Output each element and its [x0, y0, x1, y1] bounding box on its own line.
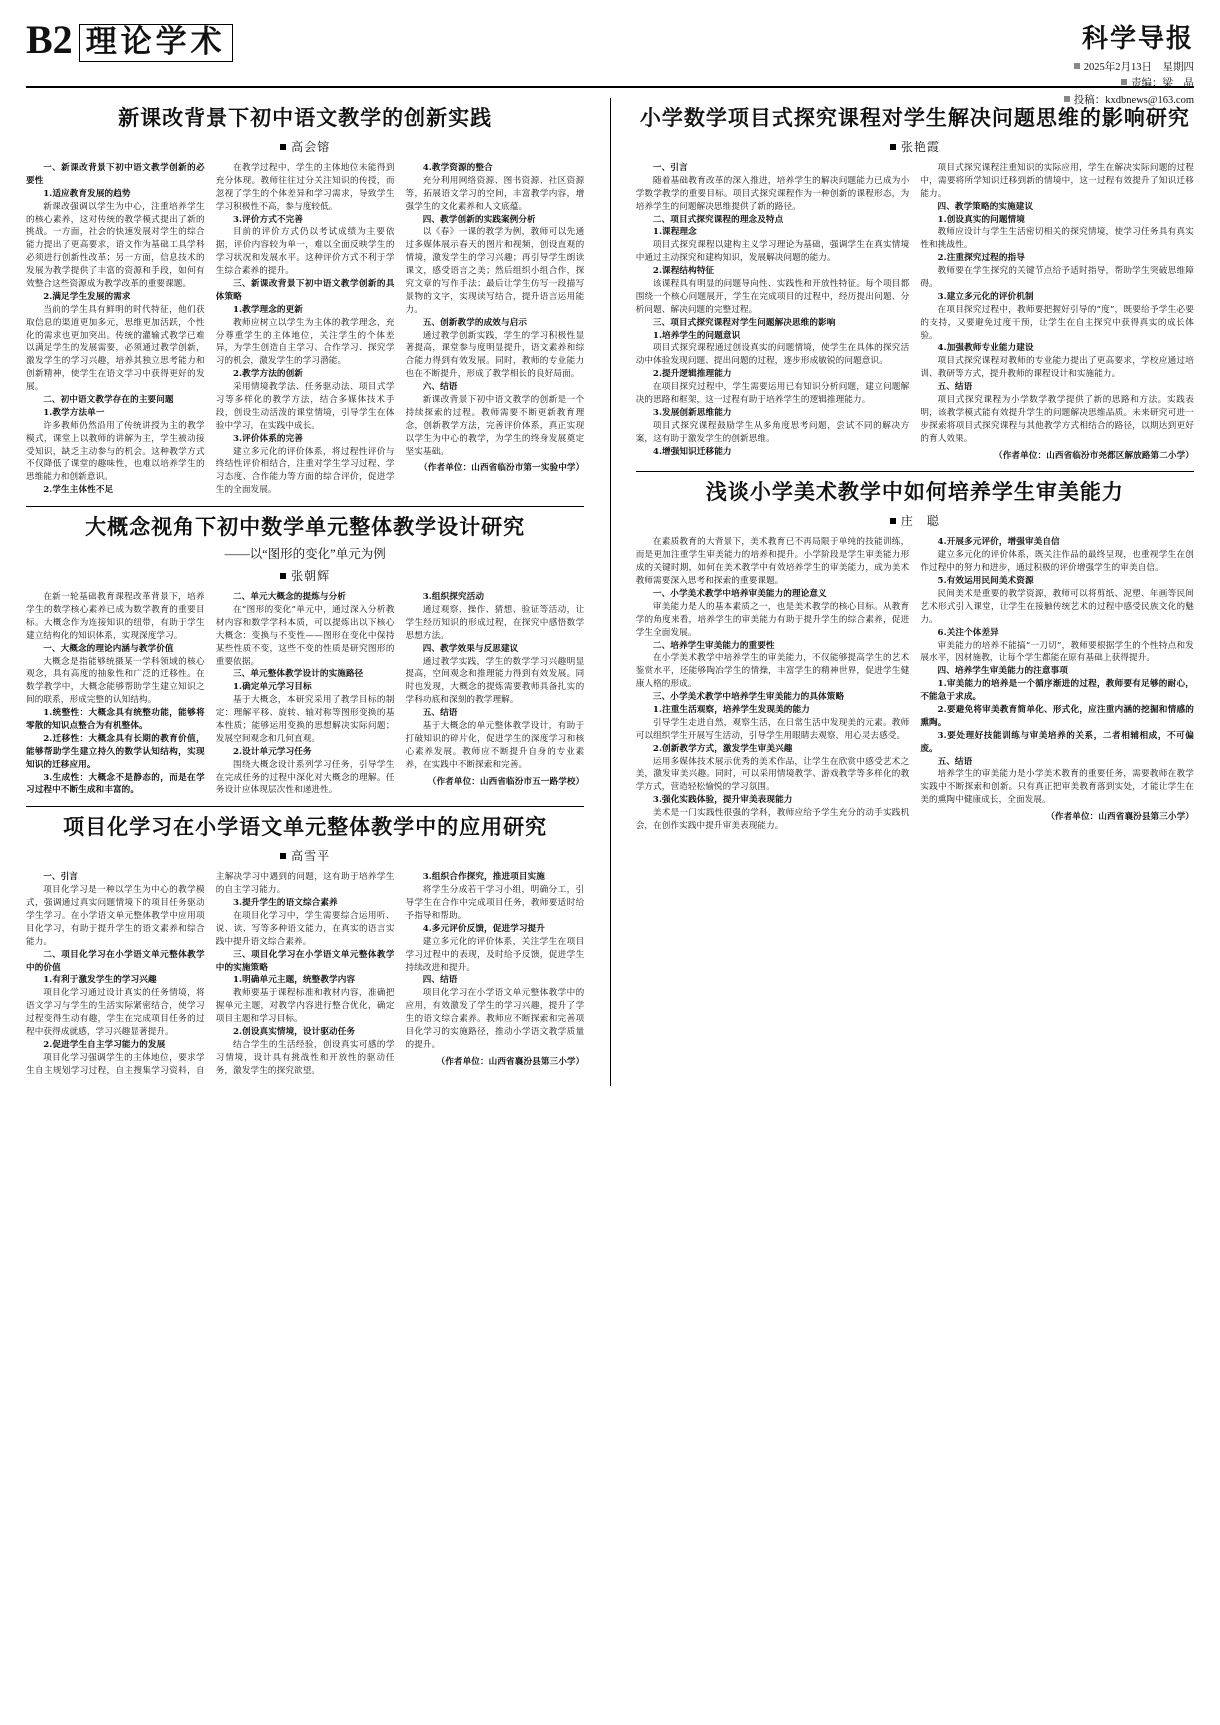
article-subheading: 3.组织探究活动 — [422, 592, 485, 603]
article-subheading: 3.评价体系的完善 — [232, 433, 303, 444]
article-paragraph: 引导学生走进自然，观察生活，在日常生活中发现美的元素。教师可以组织学生开展写生活动，引导学生用眼睛去观察，用心灵去感受。 — [635, 717, 910, 741]
masthead-left — [26, 17, 233, 62]
article-paragraph: 项目式探究课程为小学数学教学提供了新的思路和方法。实践表明，该教学模式能有效提升学生的问题解决思维品质。未来研究可进一步探索将项目式探究课程与其他教学方式相结合的路径，以期达到更好的育人效果。 — [920, 395, 1194, 444]
article-subheading: 3.生成性：大概念不是静态的，而是在学习过程中不断生成和丰富的。 — [26, 772, 205, 796]
article-1 — [26, 104, 584, 497]
article-paragraph: 项目化学习通过设计真实的任务情境，将语文学习与学生的生活实际紧密结合，使学习过程变得生动有趣，学生在完成项目任务的过程中获得成就感，学习兴趣显著提升。 — [26, 988, 205, 1037]
article-title: 浅谈小学美术教学中如何培养学生审美能力 — [705, 479, 1124, 505]
article-subheading: 6.关注个体差异 — [937, 627, 999, 638]
article-paragraph: 项目式探究课程通过创设真实的问题情境，使学生在具体的探究活动中体验发现问题、提出问题的过程，逐步形成敏锐的问题意识。 — [635, 343, 910, 367]
article-subheading: 四、教学效果与反思建议 — [422, 643, 519, 654]
article-subheading: 一、新课改背景下初中语文教学创新的必要性 — [26, 162, 205, 186]
article-author: 庄 聪 — [900, 514, 940, 529]
article-paragraph: 在“图形的变化”单元中，通过深入分析教材内容和数学学科本质，可以提炼出以下核心大概念：变换与不变性——图形在变化中保持某些性质不变，这些不变的性质是研究图形的重要依据。 — [215, 604, 395, 667]
article-subheading: 3.提升学生的语文综合素养 — [232, 898, 338, 909]
article-2 — [26, 513, 584, 797]
masthead-right — [1064, 18, 1194, 109]
article-paragraph: 培养学生的审美能力是小学美术教育的重要任务，需要教师在教学实践中不断探索和创新。只有真正把审美教育落到实处，才能让学生在美的熏陶中健康成长，全面发展。 — [920, 769, 1194, 806]
square-icon — [890, 518, 896, 524]
article-author: 高会镕 — [291, 139, 331, 154]
article-subheading: 五、结语 — [937, 756, 973, 767]
article-paragraph: 项目化学习是一种以学生为中心的教学模式，强调通过真实问题情境下的项目任务驱动学生学习。在小学语文单元整体教学中应用项目化学习，有助于提升学生的语文素养和综合能力。 — [26, 885, 205, 947]
article-paragraph: 大概念是指能够统摄某一学科领域的核心观念，具有高度的抽象性和广泛的迁移性。在数学教学中，大概念能够帮助学生建立知识之间的联系，形成完整的认知结构。 — [26, 656, 205, 706]
article-subheading: 1.注重生活观察，培养学生发现美的能力 — [652, 705, 810, 715]
article-paragraph: 项目式探究课程注重知识的实际应用，学生在解决实际问题的过程中，需要将所学知识迁移到新的情境中，这一过程有效提升了知识迁移能力。 — [920, 162, 1194, 199]
article-subheading: 四、培养学生审美能力的注意事项 — [937, 666, 1068, 677]
article-byline — [26, 138, 584, 155]
masthead — [26, 17, 1194, 106]
article-subheading: 一、引言 — [43, 872, 78, 883]
submission-email: 投稿：kxdbnews@163.com — [1073, 94, 1194, 106]
article-paragraph: 通过教学实践，学生的数学学习兴趣明显提高，空间观念和推理能力得到有效发展。同时也发现，大概念的提炼需要教师具备扎实的学科功底和深刻的教学理解。 — [405, 656, 585, 706]
article-paragraph: 基于大概念，本研究采用了教学目标的制定：理解平移、旋转、轴对称等图形变换的基本性质；能够运用变换的思想解决实际问题；发展空间观念和几何直观。 — [215, 695, 395, 744]
article-affiliation: （作者单位：山西省临汾市第一实验中学） — [419, 463, 585, 474]
article-subheading: 六、结语 — [422, 382, 458, 393]
article-subheading: 4.增强知识迁移能力 — [652, 446, 732, 457]
article-paragraph: 在小学美术教学中培养学生的审美能力，不仅能够提高学生的艺术鉴赏水平，还能够陶冶学生的情操，丰富学生的精神世界，促进学生健康人格的形成。 — [635, 653, 910, 690]
article-paragraph: 建立多元化的评价体系，既关注作品的最终呈现，也重视学生在创作过程中的努力和进步，通过积极的评价增强学生的审美自信。 — [920, 550, 1194, 574]
square-icon — [280, 853, 286, 859]
article-subheading: 二、培养学生审美能力的重要性 — [652, 640, 775, 651]
article-subheading: 二、项目化学习在小学语文单元整体教学中的价值 — [26, 949, 205, 973]
article-3 — [26, 813, 584, 1077]
article-subheading: 1.明确单元主题，统整教学内容 — [232, 975, 356, 986]
article-subheading: 2.设计单元学习任务 — [232, 746, 312, 757]
article-subheading: 五、结语 — [937, 382, 973, 393]
article-subheading: 1.培养学生的问题意识 — [652, 330, 741, 341]
article-subheading: 1.教学理念的更新 — [232, 304, 303, 315]
article-paragraph: 围绕大概念设计系列学习任务，引导学生在完成任务的过程中深化对大概念的理解。任务设计应体现层次性和递进性。 — [215, 759, 395, 796]
center-divider — [610, 98, 611, 1086]
article-paragraph: 审美能力是人的基本素质之一，也是美术教学的核心目标。从教育学的角度来看，培养学生的审美能力有助于提升学生的综合素养，促进学生全面发展。 — [635, 601, 910, 638]
divider — [26, 506, 584, 507]
article-subheading: 2.提升逻辑推理能力 — [652, 369, 732, 380]
article-paragraph: 在教学过程中，学生的主体地位未能得到充分体现。教师往往过分关注知识的传授，而忽视了学生的个体差异和学习需求，导致学生学习积极性不高，参与度较低。 — [215, 162, 395, 212]
article-subheading: 1.确定单元学习目标 — [232, 682, 312, 693]
article-subheading: 三、新课改背景下初中语文教学创新的具体策略 — [215, 278, 395, 302]
article-subheading: 三、小学美术教学中培养学生审美能力的具体策略 — [652, 692, 845, 703]
article-subheading: 2.满足学生发展的需求 — [43, 291, 131, 302]
article-subheading: 2.要避免将审美教育简单化、形式化，应注重内涵的挖掘和情感的熏陶。 — [920, 705, 1194, 728]
editor-name: 责编：梁 晶 — [1131, 78, 1194, 90]
article-subheading: 3.强化实践体验，提升审美表现能力 — [652, 795, 793, 806]
article-subheading: 二、初中语文教学存在的主要问题 — [43, 395, 174, 405]
article-subheading: 四、教学创新的实践案例分析 — [422, 214, 536, 225]
article-byline — [636, 512, 1194, 529]
article-body — [26, 591, 584, 797]
article-title: 新课改背景下初中语文教学的创新实践 — [118, 105, 493, 130]
article-subheading: 1.审美能力的培养是一个循序渐进的过程，教师要有足够的耐心，不能急于求成。 — [920, 679, 1194, 703]
divider — [26, 806, 584, 807]
article-subheading: 五、结语 — [422, 708, 458, 719]
bullet-icon — [1074, 63, 1080, 69]
square-icon — [280, 144, 286, 150]
article-paragraph: 许多教师仍然沿用了传统讲授为主的教学模式，课堂上以教师的讲解为主，学生被动接受知识，缺乏主动参与的机会。这种教学方式不仅降低了课堂的趣味性，也难以培养学生的思维能力和创新意识。 — [26, 420, 205, 483]
article-paragraph: 结合学生的生活经验，创设真实可感的学习情境，设计具有挑战性和开放性的驱动任务，激发学生的探究欲望。 — [215, 1039, 395, 1076]
article-paragraph: 项目式探究课程以建构主义学习理论为基础，强调学生在真实情境中通过主动探究和建构知识，发展解决问题的能力。 — [635, 240, 910, 264]
article-paragraph: 基于大概念的单元整体教学设计，有助于打破知识的碎片化，促进学生的深度学习和核心素养发展。教师应不断提升自身的专业素养，在实践中不断探索和完善。 — [405, 721, 585, 770]
article-byline — [26, 847, 584, 864]
article-paragraph: 在新一轮基础教育课程改革背景下，培养学生的数学核心素养已成为数学教育的重要目标。大概念作为连接知识的纽带，有助于学生建立结构化的知识体系，实现深度学习。 — [26, 592, 205, 641]
issue-date: 2025年2月13日 星期四 — [1083, 62, 1194, 73]
bullet-icon — [1121, 79, 1127, 85]
article-affiliation: （作者单位：山西省襄汾县第三小学） — [436, 1056, 585, 1067]
article-paragraph: 采用情境教学法、任务驱动法、项目式学习等多样化的教学方法，结合多媒体技术手段，创设生动活泼的课堂情境，引导学生在体验中学习，在实践中成长。 — [215, 382, 395, 431]
article-subheading: 一、小学美术教学中培养审美能力的理论意义 — [652, 588, 827, 599]
article-subheading: 2.学生主体性不足 — [43, 485, 114, 496]
article-affiliation: （作者单位：山西省临汾市尧都区解放路第二小学） — [994, 450, 1194, 461]
article-paragraph: 教师要基于课程标准和教材内容，准确把握单元主题，对教学内容进行整合优化，确定项目主题和学习目标。 — [215, 988, 395, 1025]
article-subheading: 五、创新教学的成效与启示 — [422, 317, 528, 328]
article-subheading: 2.创设真实情境，设计驱动任务 — [232, 1027, 356, 1037]
article-paragraph: 民间美术是重要的教学资源，教师可以将剪纸、泥塑、年画等民间艺术形式引入课堂，让学生在接触传统艺术的过程中感受民族文化的魅力。 — [920, 588, 1194, 625]
article-body — [636, 162, 1194, 462]
article-paragraph: 项目化学习强调学生的主体地位，要求学生自主规划学习过程，自主搜集学习资料，自主解决学习中遇到的问题，这有助于培养学生的自主学习能力。 — [26, 872, 395, 1076]
paper-name: 科学导报 — [1081, 24, 1194, 54]
article-subheading: 1.适应教育发展的趋势 — [43, 188, 131, 199]
article-paragraph: 当前的学生具有鲜明的时代特征，他们获取信息的渠道更加多元，思维更加活跃，个性化的需求也更加突出。传统的灌输式教学已难以满足学生的发展需要，必须通过教学创新，激发学生的学习兴趣，培养其独立思考能力和创新精神，使学生在语文学习中获得更好的发展。 — [26, 304, 205, 393]
article-paragraph: 该课程具有明显的问题导向性、实践性和开放性特征。每个项目都围绕一个核心问题展开，学生在完成项目的过程中，经历提出问题、分析问题、解决问题的完整过程。 — [635, 278, 910, 315]
right-column — [622, 98, 1194, 841]
article-paragraph: 目前的评价方式仍以考试成绩为主要依据，评价内容较为单一，难以全面反映学生的学习状况和发展水平。这种评价方式不利于学生综合素养的提升。 — [215, 227, 395, 277]
article-paragraph: 教师应设计与学生生活密切相关的探究情境，使学习任务具有真实性和挑战性。 — [920, 227, 1194, 251]
article-subheading: 5.有效运用民间美术资源 — [937, 576, 1034, 587]
left-column — [26, 98, 598, 1086]
article-byline — [26, 567, 584, 584]
article-subheading: 1.创设真实的问题情境 — [937, 214, 1025, 225]
article-paragraph: 随着基础教育改革的深入推进，培养学生的解决问题能力已成为小学数学教学的重要目标。项目式探究课程作为一种创新的课程形态，为培养学生的问题解决思维提供了新的路径。 — [635, 175, 910, 212]
article-paragraph: 充分利用网络资源、图书资源、社区资源等，拓展语文学习的空间，丰富教学内容，增强学生的文化素养和人文底蕴。 — [405, 175, 585, 212]
section-title: 理论学术 — [85, 24, 226, 60]
article-title: 大概念视角下初中数学单元整体教学设计研究 — [85, 514, 526, 540]
article-subheading: 3.评价方式不完善 — [232, 214, 303, 225]
article-subheading: 2.教学方法的创新 — [232, 369, 303, 380]
article-body — [26, 871, 584, 1077]
article-author: 张朝辉 — [291, 569, 331, 584]
page-body — [26, 98, 1194, 1086]
article-subheading: 4.开展多元评价，增强审美自信 — [937, 537, 1060, 548]
article-subheading: 二、单元大概念的提炼与分析 — [232, 592, 346, 603]
article-subheading: 3.组织合作探究，推进项目实施 — [422, 872, 545, 883]
article-subheading: 4.教学资源的整合 — [422, 162, 493, 173]
article-subheading: 1.统整性：大概念具有统整功能，能够将零散的知识点整合为有机整体。 — [26, 708, 205, 731]
article-paragraph: 通过教学创新实践，学生的学习积极性显著提高，课堂参与度明显提升，语文素养和综合能力得到有效发展。同时，教师的专业能力也在不断提升，形成了教学相长的良好局面。 — [405, 330, 585, 380]
article-subheading: 四、教学策略的实施建议 — [937, 201, 1034, 212]
article-paragraph: 项目化学习在小学语文单元整体教学中的应用，有效激发了学生的学习兴趣，提升了学生的语文综合素养。教师应不断探索和完善项目化学习的实施路径，推动小学语文教学质量的提升。 — [405, 988, 585, 1050]
article-paragraph: 在素质教育的大背景下，美术教育已不再局限于单纯的技能训练，而是更加注重学生审美能力的培养和提升。小学阶段是学生审美能力形成的关键时期，如何在美术教学中有效培养学生的审美能力，成为美术教师需要深入思考和探索的重要课题。 — [635, 537, 910, 587]
article-title: 小学数学项目式探究课程对学生解决问题思维的影响研究 — [639, 105, 1190, 130]
article-affiliation: （作者单位：山西省襄汾县第三小学） — [1046, 812, 1194, 823]
article-subheading: 一、大概念的理论内涵与教学价值 — [43, 643, 174, 654]
article-paragraph: 在项目探究过程中，教师要把握好引导的“度”，既要给予学生必要的支持，又要避免过度干预，让学生在自主探究中获得真实的成长体验。 — [920, 304, 1194, 341]
article-subheading: 2.促进学生自主学习能力的发展 — [43, 1039, 166, 1050]
article-subheading: 2.课程结构特征 — [652, 266, 715, 277]
article-subheading: 3.建立多元化的评价机制 — [937, 291, 1034, 302]
article-paragraph: 在项目探究过程中，学生需要运用已有知识分析问题，建立问题解决的思路和框架，这一过程有助于培养学生的逻辑推理能力。 — [635, 382, 910, 405]
article-subheading: 2.注重探究过程的指导 — [937, 253, 1025, 264]
article-paragraph: 新课改强调以学生为中心，注重培养学生的核心素养，这对传统的教学模式提出了新的挑战。一方面，社会的快速发展对学生的综合能力提出了更高要求，语文作为基础工具学科必须进行创新性改革；另一方面，信息技术的发展为教学提供了丰富的资源和手段，如何有效整合这些资源成为教学改革的重要课题。 — [26, 201, 205, 289]
article-4 — [636, 104, 1194, 462]
article-subheading: 4.加强教师专业能力建设 — [937, 343, 1034, 354]
article-subheading: 2.创新教学方式，激发学生审美兴趣 — [652, 743, 793, 754]
article-subheading: 一、引言 — [652, 162, 688, 173]
article-body — [26, 162, 584, 497]
article-subtitle: ——以“图形的变化”单元为例 — [224, 547, 386, 562]
article-paragraph: 教师要在学生探究的关键节点给予适时指导，帮助学生突破思维障碍。 — [920, 266, 1194, 289]
article-subheading: 三、项目式探究课程对学生问题解决思维的影响 — [652, 317, 836, 328]
article-subheading: 2.迁移性：大概念具有长期的教育价值，能够帮助学生建立持久的数学认知结构，实现知识的迁移应用。 — [26, 733, 205, 770]
square-icon — [280, 573, 286, 579]
article-title: 项目化学习在小学语文单元整体教学中的应用研究 — [63, 814, 548, 840]
square-icon — [890, 144, 896, 150]
article-subheading: 1.有利于激发学生的学习兴趣 — [43, 975, 157, 986]
article-paragraph: 新课改背景下初中语文教学的创新是一个持续探索的过程。教师需要不断更新教育理念，创新教学方法，完善评价体系，真正实现以学生为中心的教学，为学生的终身发展奠定坚实基础。 — [405, 395, 585, 457]
article-paragraph: 通过观察、操作、猜想、验证等活动，让学生经历知识的形成过程，在探究中感悟数学思想方法。 — [405, 604, 585, 641]
article-paragraph: 项目式探究课程鼓励学生从多角度思考问题，尝试不同的解决方案，这有助于激发学生的创新思维。 — [635, 420, 910, 444]
article-subheading: 二、项目式探究课程的理念及特点 — [652, 214, 784, 225]
article-paragraph: 将学生分成若干学习小组，明确分工，引导学生在合作中完成项目任务，教师要适时给予指导和帮助。 — [405, 885, 585, 921]
section-badge — [79, 24, 233, 62]
divider — [636, 471, 1194, 472]
article-paragraph: 教师应树立以学生为主体的教学理念，充分尊重学生的主体地位，关注学生的个体差异，为学生创造自主学习、合作学习、探究学习的机会，激发学生的学习潜能。 — [215, 317, 395, 367]
article-paragraph: 项目式探究课程对教师的专业能力提出了更高要求，学校应通过培训、教研等方式，提升教师的课程设计和实施能力。 — [920, 356, 1194, 380]
article-body — [636, 536, 1194, 832]
article-subheading: 1.课程理念 — [652, 227, 697, 238]
article-paragraph: 在项目化学习中，学生需要综合运用听、说、读、写等多种语文能力，在真实的语言实践中提升语文综合素养。 — [215, 910, 395, 947]
article-paragraph: 运用多媒体技术展示优秀的美术作品，让学生在欣赏中感受艺术之美，激发审美兴趣。同时，可以采用情境教学、游戏教学等多样化的教学方式，营造轻松愉悦的学习氛围。 — [635, 756, 910, 793]
article-byline — [636, 138, 1194, 155]
article-subheading: 1.教学方法单一 — [43, 407, 105, 418]
article-subheading: 3.发展创新思维能力 — [652, 407, 732, 418]
article-subheading: 三、单元整体教学设计的实施路径 — [232, 669, 364, 680]
article-paragraph: 建立多元化的评价体系，将过程性评价与终结性评价相结合，注重对学生学习过程、学习态度、合作能力等方面的综合评价，促进学生的全面发展。 — [215, 446, 395, 496]
article-affiliation: （作者单位：山西省临汾市五一路学校） — [427, 776, 585, 787]
article-subheading: 四、结语 — [422, 975, 458, 986]
article-paragraph: 美术是一门实践性很强的学科，教师应给予学生充分的动手实践机会，在创作实践中提升审美表现能力。 — [635, 808, 910, 832]
article-subheading: 三、项目化学习在小学语文单元整体教学中的实施策略 — [215, 949, 395, 973]
article-5 — [636, 478, 1194, 832]
article-author: 高雪平 — [291, 849, 331, 864]
article-subheading: 4.多元评价反馈，促进学习提升 — [422, 923, 545, 934]
article-author: 张艳霞 — [900, 139, 940, 154]
article-subheading: 3.要处理好技能训练与审美培养的关系，二者相辅相成，不可偏废。 — [920, 730, 1194, 754]
article-paragraph: 建立多元化的评价体系，关注学生在项目学习过程中的表现，及时给予反馈，促进学生持续改进和提升。 — [405, 936, 585, 973]
article-paragraph: 以《春》一课的教学为例，教师可以先通过多媒体展示春天的图片和视频，创设直观的情境，激发学生的学习兴趣；再引导学生朗读课文，感受语言之美；然后组织小组合作，探究文章的写作手法；最后让学生仿写一段描写景物的文字，实现读写结合，提升语言运用能力。 — [405, 227, 585, 315]
page-number: B2 — [26, 17, 73, 62]
article-paragraph: 审美能力的培养不能搞“一刀切”，教师要根据学生的个性特点和发展水平，因材施教，让每个学生都能在原有基础上获得提升。 — [920, 640, 1194, 664]
